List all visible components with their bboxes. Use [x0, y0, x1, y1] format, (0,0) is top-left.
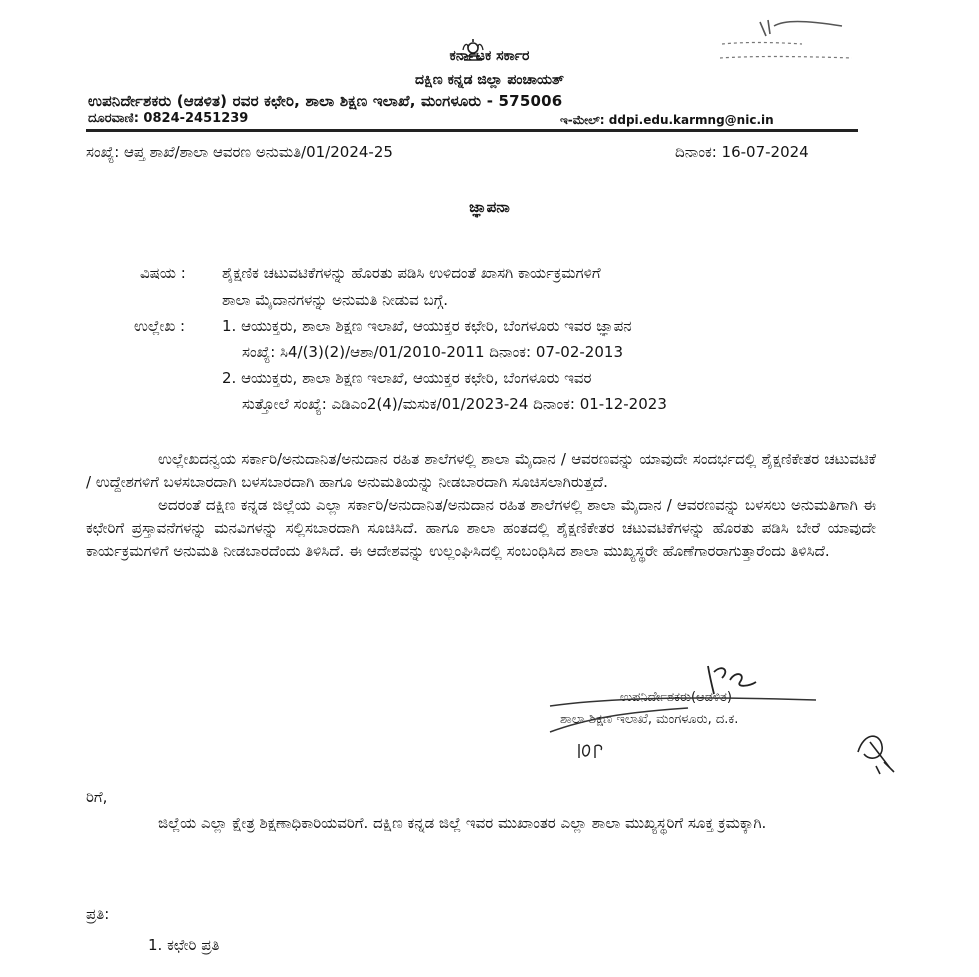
recipient-block — [86, 812, 876, 835]
signature-designation: ಉಪನಿರ್ದೇಶಕರು(ಆಡಳಿತ) — [620, 690, 732, 705]
reference-item-1-line-1: 1. ಆಯುಕ್ತರು, ಶಾಲಾ ಶಿಕ್ಷಣ ಇಲಾಖೆ, ಆಯುಕ್ತರ ಕಛೇರಿ, ಬೆಂಗಳೂರು ಇವರ ಜ್ಞಾಪನ — [222, 317, 632, 335]
letterhead-phone: ದೂರವಾಣಿ: 0824-2451239 — [88, 111, 249, 126]
letterhead-government: ಕರ್ನಾಟಕ ಸರ್ಕಾರ — [449, 48, 530, 64]
subject-line-1: ಶೈಕ್ಷಣಿಕ ಚಟುವಟಿಕೆಗಳನ್ನು ಹೊರತು ಪಡಿಸಿ ಉಳಿದಂತೆ ಖಾಸಗಿ ಕಾರ್ಯಕ್ರಮಗಳಿಗೆ — [222, 264, 601, 282]
recipient-label: ರಿಗೆ, — [86, 788, 108, 806]
reference-item-2-line-1: 2. ಆಯುಕ್ತರು, ಶಾಲಾ ಶಿಕ್ಷಣ ಇಲಾಖೆ, ಆಯುಕ್ತರ ಕಛೇರಿ, ಬೆಂಗಳೂರು ಇವರ — [222, 369, 592, 387]
body-paragraph-2: ಅದರಂತೆ ದಕ್ಷಿಣ ಕನ್ನಡ ಜಿಲ್ಲೆಯ ಎಲ್ಲಾ ಸರ್ಕಾರಿ/ಅನುದಾನಿತ/ಅನುದಾನ ರಹಿತ ಶಾಲೆಗಳಲ್ಲಿ ಶಾಲಾ ಮೈದಾನ / ಆವರಣವನ್ನು ಬಳಸಲು ಅನುಮತಿಗಾಗಿ ಈ ಕಛೇರಿಗೆ ಪ್ರಸ್ತಾವನೆಗಳನ್ನು ಮನವಿಗಳನ್ನು ಸಲ್ಲಿಸಬಾರದಾಗಿ ಸೂಚಿಸಿದೆ. ಹಾಗೂ ಶಾಲಾ ಹಂತದಲ್ಲಿ ಶೈಕ್ಷಣಿಕೇತರ ಚಟುವಟಿಕೆಗಳನ್ನು ಹೊರತು ಪಡಿಸಿ ಬೇರೆ ಯಾವುದೇ ಕಾರ್ಯಕ್ರಮಗಳಿಗೆ ಅನುಮತಿ ನೀಡಬಾರದೆಂದು ತಿಳಿಸಿದೆ. ಈ ಆದೇಶವನ್ನು ಉಲ್ಲಂಘಿಸಿದಲ್ಲಿ ಸಂಬಂಧಿಸಿದ ಶಾಲಾ ಮುಖ್ಯಸ್ಥರೇ ಹೊಣೆಗಾರರಾಗುತ್ತಾರೆಂದು ತಿಳಿಸಿದೆ. — [86, 496, 876, 560]
letterhead-divider — [86, 129, 858, 132]
copy-item-1: 1. ಕಛೇರಿ ಪ್ರತಿ — [148, 936, 220, 954]
subject-line-2: ಶಾಲಾ ಮೈದಾನಗಳನ್ನು ಅನುಮತಿ ನೀಡುವ ಬಗ್ಗೆ. — [222, 291, 449, 309]
subject-label: ವಿಷಯ : — [140, 264, 186, 282]
signature-office: ಶಾಲಾ ಶಿಕ್ಷಣ ಇಲಾಖೆ, ಮಂಗಳೂರು, ದ.ಕ. — [560, 712, 739, 727]
body-paragraph-1: ಉಲ್ಲೇಖದನ್ವಯ ಸರ್ಕಾರಿ/ಅನುದಾನಿತ/ಅನುದಾನ ರಹಿತ ಶಾಲೆಗಳಲ್ಲಿ ಶಾಲಾ ಮೈದಾನ / ಆವರಣವನ್ನು ಯಾವುದೇ ಸಂದರ್ಭದಲ್ಲಿ ಶೈಕ್ಷಣಿಕೇತರ ಚಟುವಟಿಕೆ / ಉದ್ದೇಶಗಳಿಗೆ ಬಳಸಬಾರದಾಗಿ ಬಳಸಬಾರದಾಗಿ ಹಾಗೂ ಅನುಮತಿಯನ್ನು ನೀಡಬಾರದಾಗಿ ಸೂಚಿಸಲಾಗಿರುತ್ತದೆ. — [86, 450, 876, 491]
letterhead-email: ಇ-ಮೇಲ್: ddpi.edu.karmng@nic.in — [560, 113, 774, 127]
recipient-text: ಜಿಲ್ಲೆಯ ಎಲ್ಲಾ ಕ್ಷೇತ್ರ ಶಿಕ್ಷಣಾಧಿಕಾರಿಯವರಿಗೆ. ದಕ್ಷಿಣ ಕನ್ನಡ ಜಿಲ್ಲೆ ಇವರ ಮುಖಾಂತರ ಎಲ್ಲಾ ಶಾಲಾ ಮುಖ್ಯಸ್ಥರಿಗೆ ಸೂಕ್ತ ಕ್ರಮಕ್ಕಾಗಿ. — [158, 814, 767, 832]
document-title: ಜ್ಞಾಪನಾ — [469, 198, 510, 216]
reference-date: ದಿನಾಂಕ: 16-07-2024 — [675, 143, 809, 161]
signature-strike-lines — [548, 694, 818, 738]
letterhead-district: ದಕ್ಷಿಣ ಕನ್ನಡ ಜಿಲ್ಲಾ ಪಂಚಾಯತ್ — [415, 72, 564, 88]
body-text — [86, 448, 876, 563]
references-label: ಉಲ್ಲೇಖ : — [134, 317, 186, 335]
reference-item-1-line-2: ಸಂಖ್ಯೆ: ಸಿ4/(3)(2)/ಆಶಾ/01/2010-2011 ದಿನಾಂಕ: 07-02-2013 — [242, 343, 623, 361]
handwritten-number-mark — [575, 740, 605, 762]
reference-number: ಸಂಖ್ಯೆ: ಆಪ್ತ ಶಾಖೆ/ಶಾಲಾ ಆವರಣ ಅನುಮತಿ/01/2024-25 — [86, 143, 393, 161]
copy-label: ಪ್ರತಿ: — [86, 905, 110, 923]
reference-item-2-line-2: ಸುತ್ತೋಲೆ ಸಂಖ್ಯೆ: ಎಡಿಎಂ2(4)/ಮಸುಕ/01/2023-24 ದಿನಾಂಕ: 01-12-2023 — [242, 395, 667, 413]
letterhead-office: ಉಪನಿರ್ದೇಶಕರು (ಆಡಳಿತ) ರವರ ಕಛೇರಿ, ಶಾಲಾ ಶಿಕ್ಷಣ ಇಲಾಖೆ, ಮಂಗಳೂರು - 575006 — [88, 92, 563, 110]
initials-mark — [850, 722, 900, 778]
